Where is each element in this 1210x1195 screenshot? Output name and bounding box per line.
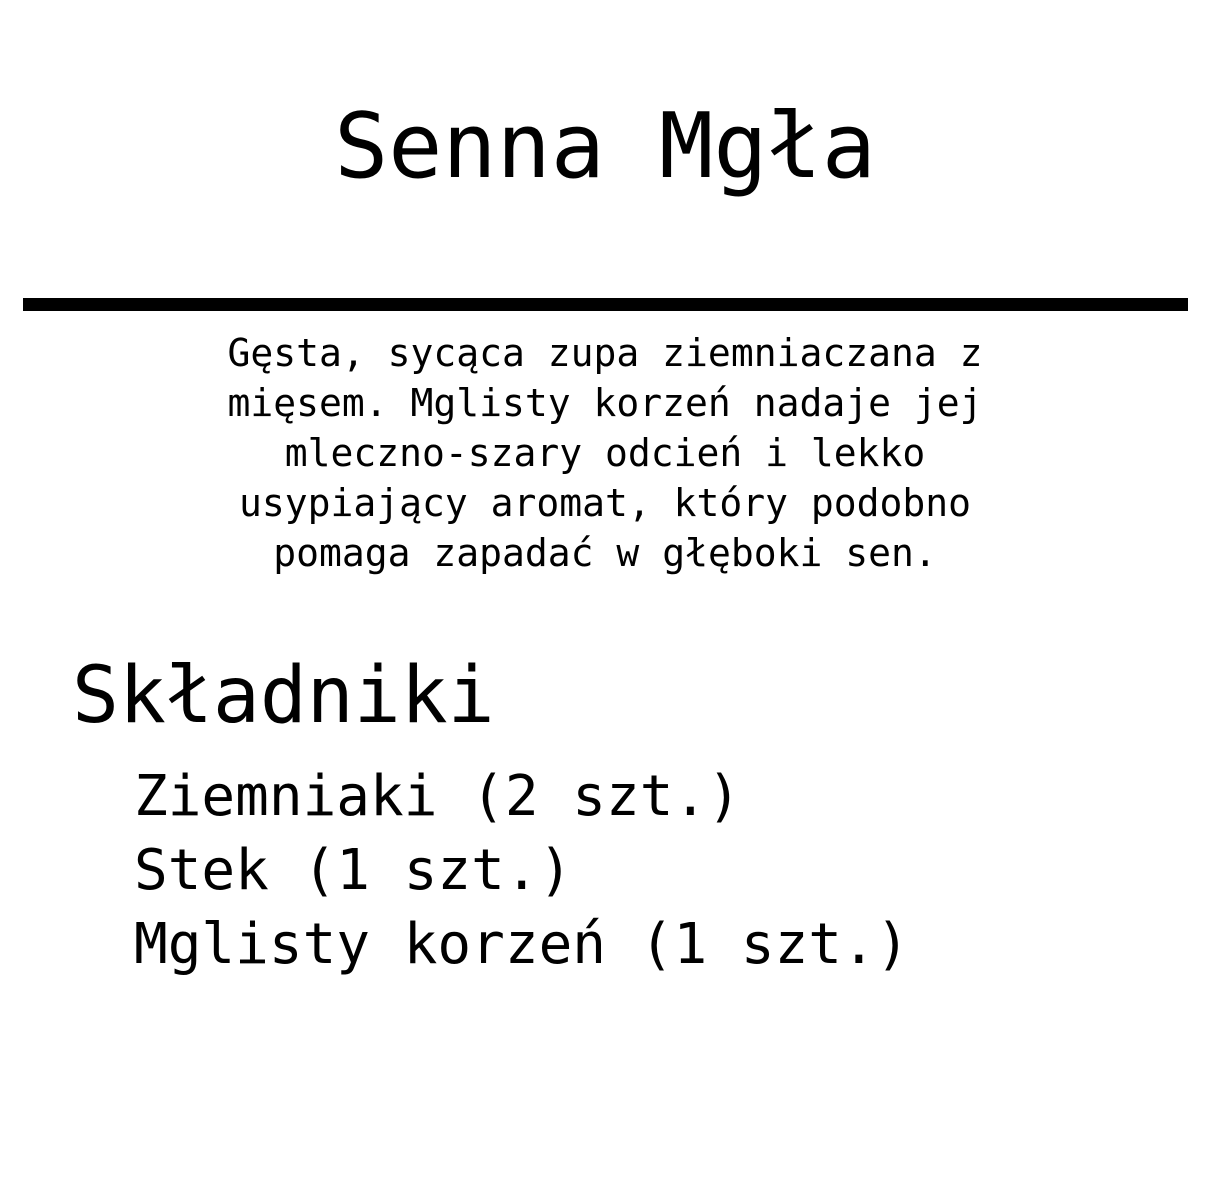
title-divider	[23, 298, 1188, 311]
ingredients-heading: Składniki	[72, 651, 495, 741]
description-line: mleczno-szary odcień i lekko	[284, 431, 926, 475]
ingredient-item: Ziemniaki (2 szt.)	[134, 764, 741, 829]
recipe-title: Senna Mgła	[334, 94, 876, 199]
description-line: mięsem. Mglisty korzeń nadaje jej	[227, 381, 983, 425]
description-line: pomaga zapadać w głęboki sen.	[273, 531, 937, 575]
ingredient-item: Stek (1 szt.)	[134, 838, 573, 903]
description-line: Gęsta, sycąca zupa ziemniaczana z	[227, 331, 983, 375]
description-line: usypiający aromat, który podobno	[238, 481, 972, 525]
ingredient-item: Mglisty korzeń (1 szt.)	[134, 912, 910, 977]
ingredients-list	[134, 760, 909, 982]
recipe-description	[195, 328, 1015, 578]
